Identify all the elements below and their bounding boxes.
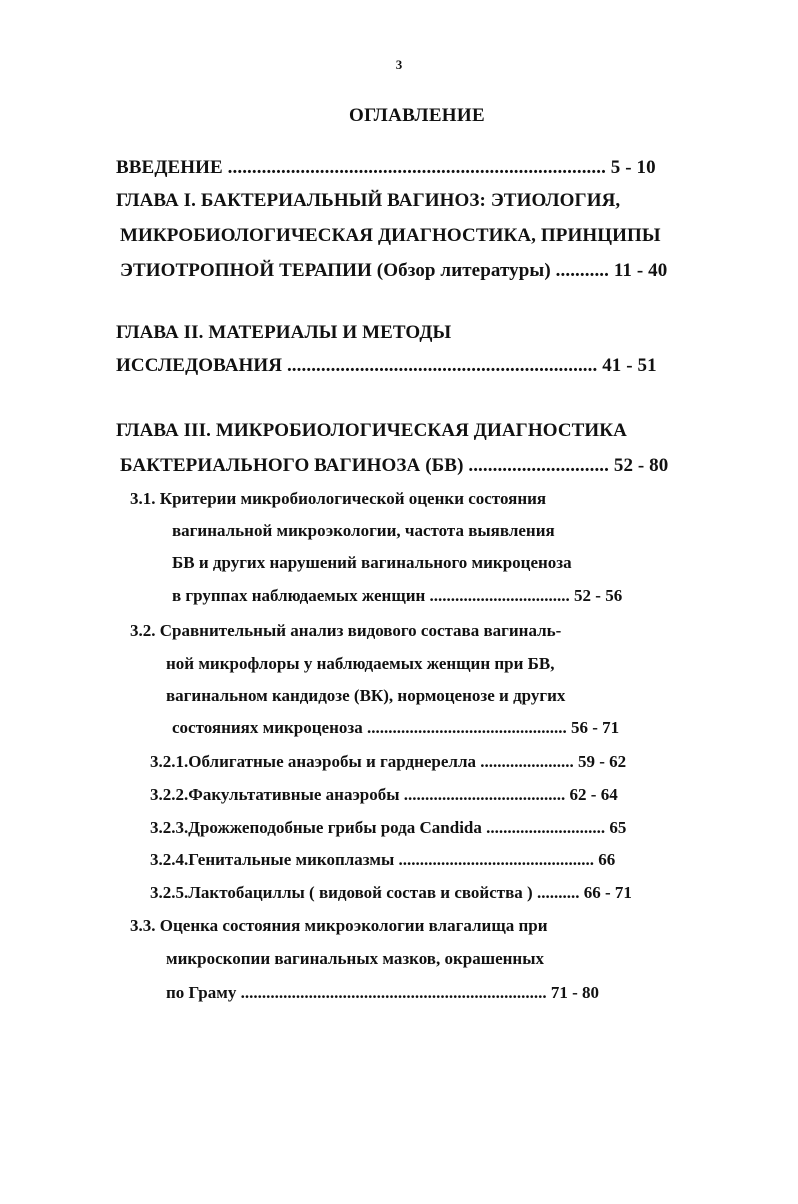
toc-entry-introduction: ВВЕДЕНИЕ .............................................................................. 5 - 10 (116, 157, 656, 178)
toc-entry-3-1-line-2: вагинальной микроэкологии, частота выявления (172, 521, 555, 540)
toc-entry-3-2-line-4: состояниях микроценоза ............................................... 56 - 71 (172, 718, 620, 737)
toc-entry-3-2-3: 3.2.3.Дрожжеподобные грибы рода Candida ............................ 65 (150, 818, 627, 837)
toc-entry-3-3-line-2: микроскопии вагинальных мазков, окрашенных (166, 949, 544, 968)
page-number: 3 (395, 57, 403, 72)
toc-entry-3-3-line-1: 3.3. Оценка состояния микроэкологии влагалища при (130, 916, 548, 935)
toc-entry-3-1-line-1: 3.1. Критерии микробиологической оценки состояния (130, 489, 547, 508)
toc-entry-chapter-3-line-2: БАКТЕРИАЛЬНОГО ВАГИНОЗА (БВ) ............................. 52 - 80 (120, 455, 669, 476)
toc-entry-3-1-line-3: БВ и других нарушений вагинального микроценоза (172, 553, 572, 572)
toc-entry-chapter-1-line-2: МИКРОБИОЛОГИЧЕСКАЯ ДИАГНОСТИКА, ПРИНЦИПЫ (120, 225, 661, 246)
toc-entry-3-2-line-1: 3.2. Сравнительный анализ видового состава вагиналь- (130, 621, 562, 640)
toc-entry-3-2-1: 3.2.1.Облигатные анаэробы и гарднерелла ...................... 59 - 62 (150, 752, 627, 771)
toc-entry-3-1-line-4: в группах наблюдаемых женщин ................................. 52 - 56 (172, 586, 623, 605)
toc-entry-chapter-2-line-1: ГЛАВА II. МАТЕРИАЛЫ И МЕТОДЫ (116, 322, 452, 343)
toc-entry-3-2-4: 3.2.4.Генитальные микоплазмы .............................................. 66 (150, 850, 616, 869)
toc-entry-chapter-2-line-2: ИССЛЕДОВАНИЯ ................................................................ 41 - 51 (116, 355, 657, 376)
toc-entry-3-2-line-2: ной микрофлоры у наблюдаемых женщин при БВ, (166, 654, 555, 673)
toc-entry-3-3-line-3: по Граму ........................................................................ 71 - 80 (166, 983, 599, 1002)
page-title: ОГЛАВЛЕНИЕ (349, 105, 485, 126)
toc-entry-3-2-line-3: вагинальном кандидозе (ВК), нормоценозе и других (166, 686, 566, 705)
toc-entry-3-2-2: 3.2.2.Факультативные анаэробы ...................................... 62 - 64 (150, 785, 618, 804)
toc-entry-chapter-1-line-1: ГЛАВА I. БАКТЕРИАЛЬНЫЙ ВАГИНОЗ: ЭТИОЛОГИЯ, (116, 190, 621, 211)
toc-entry-chapter-3-line-1: ГЛАВА III. МИКРОБИОЛОГИЧЕСКАЯ ДИАГНОСТИКА (116, 420, 627, 441)
toc-entry-chapter-1-line-3: ЭТИОТРОПНОЙ ТЕРАПИИ (Обзор литературы) ........... 11 - 40 (120, 260, 668, 281)
toc-entry-3-2-5: 3.2.5.Лактобациллы ( видовой состав и свойства ) .......... 66 - 71 (150, 883, 632, 902)
